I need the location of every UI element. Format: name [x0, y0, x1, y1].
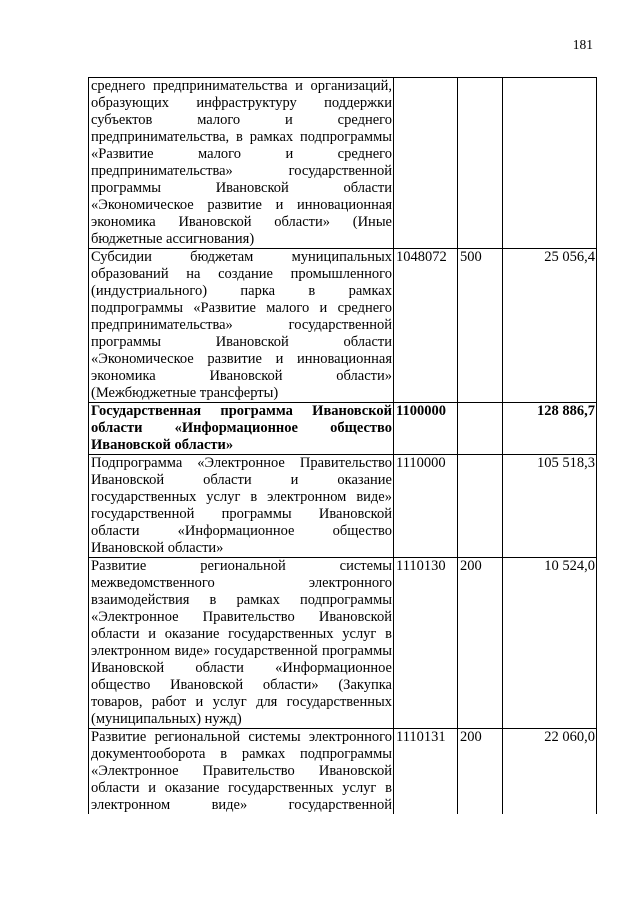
page-number: 181 [572, 37, 593, 52]
row-name-cell: среднего предпринимательства и организаций, образующих инфраструктуру поддержки субъектов малого и среднего предпринимательства, в рамках подпрограммы «Развитие малого и среднего предпринимательства» государственной программы Ивановской области «Экономическое развитие и инновационная экономика Ивановской области» (Иные бюджетные ассигнования) [89, 78, 394, 249]
row-amount-cell: 128 886,7 [503, 403, 597, 455]
row-amount-cell: 105 518,3 [503, 455, 597, 558]
table-row-program [89, 403, 597, 455]
row-code-cell: 1110000 [394, 455, 458, 558]
table-row [89, 558, 597, 729]
row-code-cell: 1110130 [394, 558, 458, 729]
table-row [89, 729, 597, 815]
row-name-cell: Развитие региональной системы электронного документооборота в рамках подпрограммы «Электронное Правительство Ивановской области и оказание государственных услуг в электронном виде» государственной [89, 729, 394, 815]
row-amount-cell: 22 060,0 [503, 729, 597, 815]
row-type-cell [458, 455, 503, 558]
table-row [89, 455, 597, 558]
row-code-cell: 1100000 [394, 403, 458, 455]
budget-table [88, 77, 597, 814]
row-amount-cell: 25 056,4 [503, 249, 597, 403]
row-code-cell [394, 78, 458, 249]
row-type-cell: 200 [458, 558, 503, 729]
row-code-cell: 1110131 [394, 729, 458, 815]
row-type-cell: 200 [458, 729, 503, 815]
row-name-cell: Подпрограмма «Электронное Правительство Ивановской области и оказание государственных услуг в электронном виде» государственной программы Ивановской области «Информационное общество Ивановской области» [89, 455, 394, 558]
row-amount-cell [503, 78, 597, 249]
row-name-cell: Государственная программа Ивановской области «Информационное общество Ивановской области» [89, 403, 394, 455]
row-type-cell: 500 [458, 249, 503, 403]
row-amount-cell: 10 524,0 [503, 558, 597, 729]
row-type-cell [458, 403, 503, 455]
row-code-cell: 1048072 [394, 249, 458, 403]
row-type-cell [458, 78, 503, 249]
row-name-cell: Развитие региональной системы межведомственного электронного взаимодействия в рамках подпрограммы «Электронное Правительство Ивановской области и оказание государственных услуг в электронном виде» государственной программы Ивановской области «Информационное общество Ивановской области» (Закупка товаров, работ и услуг для государственных (муниципальных) нужд) [89, 558, 394, 729]
table-row [89, 78, 597, 249]
table-row [89, 249, 597, 403]
row-name-cell: Субсидии бюджетам муниципальных образований на создание промышленного (индустриального) парка в рамках подпрограммы «Развитие малого и среднего предпринимательства» государственной программы Ивановской области «Экономическое развитие и инновационная экономика Ивановской области» (Межбюджетные трансферты) [89, 249, 394, 403]
